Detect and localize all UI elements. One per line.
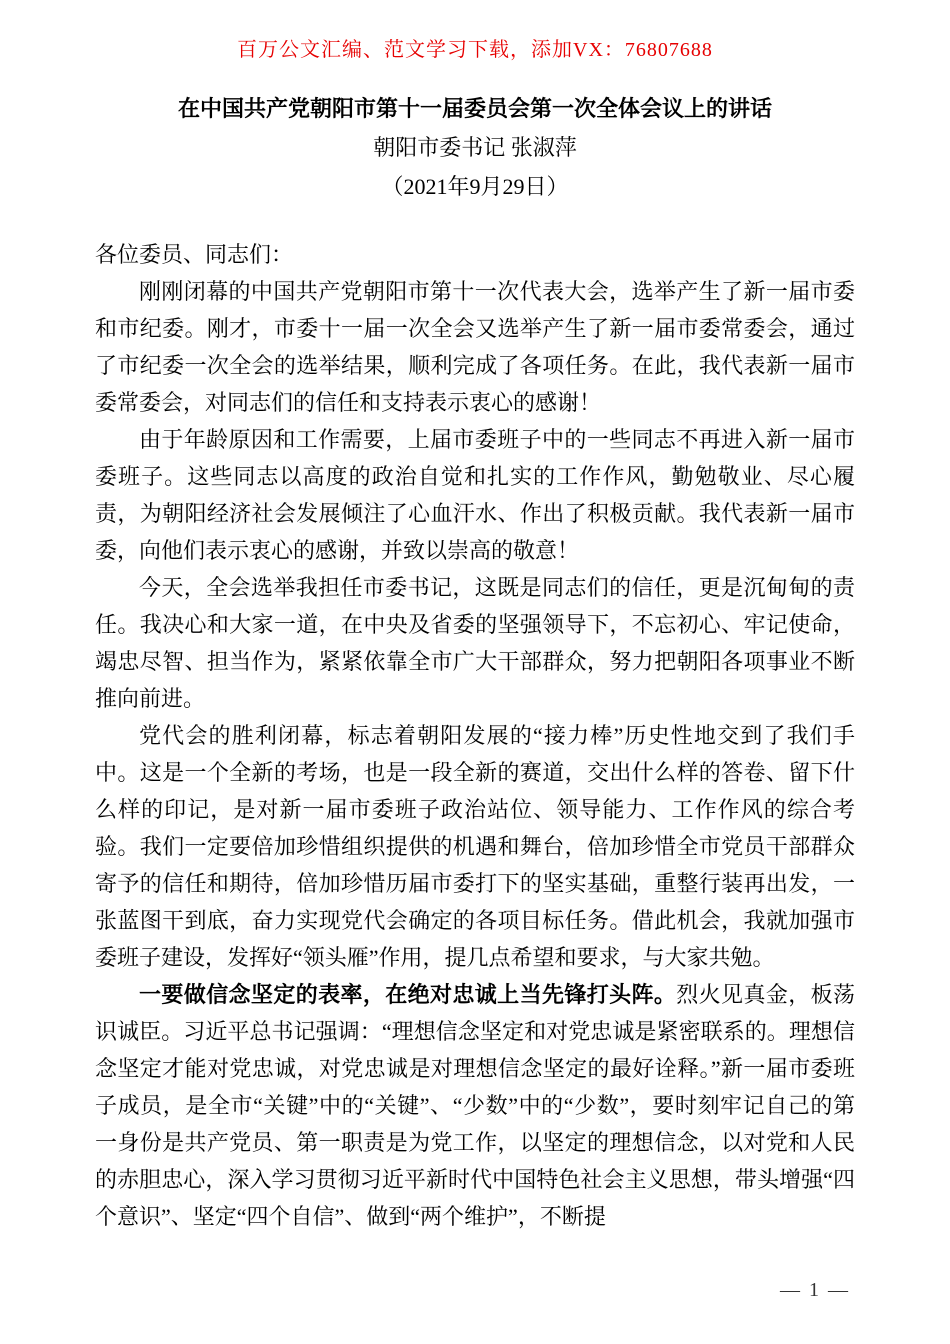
paragraph-5-emphasis xyxy=(95,976,855,1235)
document-date: （2021年9月29日） xyxy=(381,174,569,199)
paragraph-3: 今天，全会选举我担任市委书记，这既是同志们的信任，更是沉甸甸的责任。我决心和大家一道，在中央及省委的坚强领导下，不忘初心、牢记使命，竭忠尽智、担当作为，紧紧依靠全市广大干部群众，努力把朝阳各项事业不断推向前进。 xyxy=(95,575,855,711)
emphasis-rest-text: 烈火见真金，板荡识诚臣。习近平总书记强调：“理想信念坚定和对党忠诚是紧密联系的。理想信念坚定才能对党忠诚，对党忠诚是对理想信念坚定的最好诠释。”新一届市委班子成员，是全市“关键”中的“关键”、“少数”中的“少数”，要时刻牢记自己的第一身份是共产党员、第一职责是为党工作，以坚定的理想信念，以对党和人民的赤胆忠心，深入学习贯彻习近平新时代中国特色社会主义思想，带头增强“四个意识”、坚定“四个自信”、做到“两个维护”，不断提 xyxy=(95,982,855,1229)
paragraph-1: 刚刚闭幕的中国共产党朝阳市第十一次代表大会，选举产生了新一届市委和市纪委。刚才，市委十一届一次全会又选举产生了新一届市委常委会，通过了市纪委一次全会的选举结果，顺利完成了各项任务。在此，我代表新一届市委常委会，对同志们的信任和支持表示衷心的感谢！ xyxy=(95,279,855,415)
document-title: 在中国共产党朝阳市第十一届委员会第一次全体会议上的讲话 xyxy=(177,96,772,121)
paragraph-2: 由于年龄原因和工作需要，上届市委班子中的一些同志不再进入新一届市委班子。这些同志以高度的政治自觉和扎实的工作作风，勤勉敬业、尽心履责，为朝阳经济社会发展倾注了心血汗水、作出了积极贡献。我代表新一届市委，向他们表示衷心的感谢，并致以崇高的敬意！ xyxy=(95,427,855,563)
header-promo-notice: 百万公文汇编、范文学习下载，添加VX：76807688 xyxy=(237,39,713,61)
salutation: 各位委员、同志们： xyxy=(95,242,294,267)
paragraph-4: 党代会的胜利闭幕，标志着朝阳发展的“接力棒”历史性地交到了我们手中。这是一个全新的考场，也是一段全新的赛道，交出什么样的答卷、留下什么样的印记，是对新一届市委班子政治站位、领导能力、工作作风的综合考验。我们一定要倍加珍惜组织提供的机遇和舞台，倍加珍惜全市党员干部群众寄予的信任和期待，倍加珍惜历届市委打下的坚实基础，重整行装再出发，一张蓝图干到底，奋力实现党代会确定的各项目标任务。借此机会，我就加强市委班子建设，发挥好“领头雁”作用，提几点希望和要求，与大家共勉。 xyxy=(95,723,855,970)
page-number: — 1 — xyxy=(780,1279,850,1301)
document-author: 朝阳市委书记 张淑萍 xyxy=(373,135,577,160)
emphasis-lead-text: 一要做信念坚定的表率，在绝对忠诚上当先锋打头阵。 xyxy=(139,982,677,1007)
document-body xyxy=(95,236,855,1235)
